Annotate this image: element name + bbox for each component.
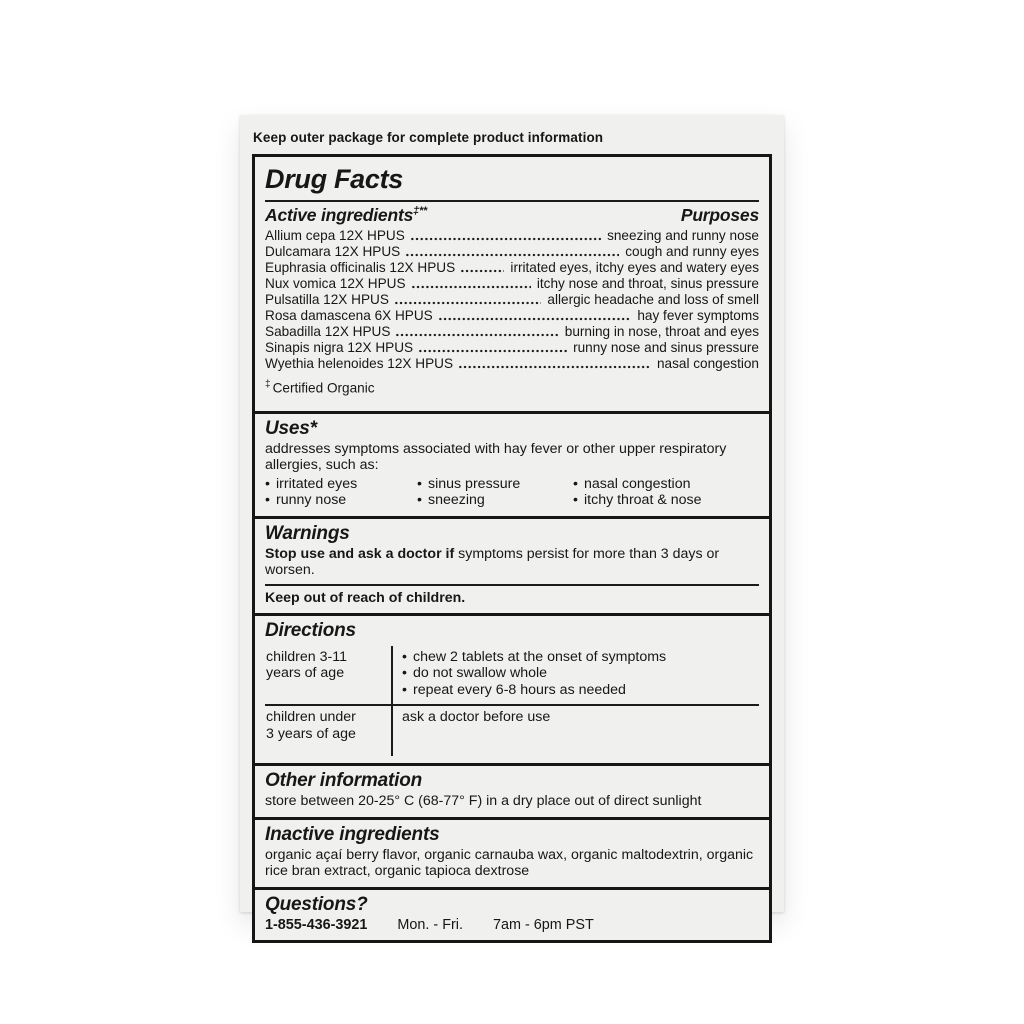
drug-facts-box (252, 154, 772, 943)
warnings-stop-use (265, 546, 759, 579)
ingredient-row (265, 308, 759, 324)
uses-column-2 (417, 476, 573, 509)
ingredient-purpose: cough and runny eyes (625, 244, 759, 259)
title-rule (265, 200, 759, 202)
ingredient-row (265, 356, 759, 372)
section-uses (255, 411, 769, 516)
dotted-leader (458, 365, 651, 369)
other-information-heading: Other information (265, 770, 423, 792)
ingredient-name: Sabadilla 12X HPUS (265, 324, 391, 339)
directions-item: • repeat every 6-8 hours as needed (402, 682, 759, 699)
ingredient-purpose: sneezing and runny nose (607, 228, 759, 243)
warnings-heading: Warnings (265, 522, 350, 544)
uses-item: • runny nose (265, 492, 417, 509)
other-information-text: store between 20-25° C (68-77° F) in a dry place out of direct sunlight (265, 793, 702, 810)
ingredient-name: Dulcamara 12X HPUS (265, 244, 401, 259)
inactive-ingredients-text: organic açaí berry flavor, organic carnauba wax, organic maltodextrin, organic rice bran extract, organic tapioca dextrose (265, 846, 754, 880)
ingredient-name: Sinapis nigra 12X HPUS (265, 340, 414, 355)
ingredient-name: Wyethia helenoides 12X HPUS (265, 356, 454, 371)
package-note: Keep outer package for complete product information (253, 130, 604, 145)
active-ingredients-heading (265, 205, 427, 226)
age-group-cell (265, 706, 391, 756)
ingredient-name: Allium cepa 12X HPUS (265, 228, 405, 243)
directions-item: • chew 2 tablets at the onset of symptoms (402, 649, 759, 666)
section-title (255, 157, 769, 411)
dotted-leader (411, 285, 531, 289)
footnote-symbol: ‡ (265, 379, 271, 390)
dotted-leader (460, 269, 504, 273)
keep-out-of-reach: Keep out of reach of children. (265, 589, 466, 606)
ingredient-name: Pulsatilla 12X HPUS (265, 292, 389, 307)
questions-heading: Questions? (265, 893, 368, 915)
section-warnings (255, 516, 769, 613)
directions-item: • do not swallow whole (402, 665, 759, 682)
active-ingredients-list (265, 228, 759, 372)
ingredient-row (265, 292, 759, 308)
dotted-leader (394, 301, 541, 305)
instructions-cell (391, 646, 759, 705)
warnings-stop-use-bold: Stop use and ask a doctor if (265, 545, 455, 562)
ingredient-purpose: itchy nose and throat, sinus pressure (536, 276, 759, 291)
section-inactive-ingredients (255, 817, 769, 887)
ingredient-purpose: runny nose and sinus pressure (573, 340, 759, 355)
purposes-heading: Purposes (680, 205, 759, 225)
ingredient-row (265, 324, 759, 340)
dotted-leader (395, 333, 558, 337)
ingredient-name: Euphrasia officinalis 12X HPUS (265, 260, 456, 275)
section-other-information (255, 763, 769, 817)
uses-item: • sinus pressure (417, 476, 573, 493)
directions-row-children-3-11 (265, 646, 759, 705)
directions-table (265, 646, 759, 757)
warnings-stop-use-rest: symptoms persist for more than 3 days or worsen. (265, 545, 720, 579)
inactive-ingredients-heading: Inactive ingredients (265, 823, 440, 845)
ingredient-purpose: hay fever symptoms (637, 308, 759, 323)
age-group-text: children under 3 years of age (266, 709, 356, 742)
directions-bullet-list (402, 649, 759, 699)
ingredient-row (265, 228, 759, 244)
dotted-leader (418, 349, 567, 353)
age-group-cell (265, 646, 391, 705)
directions-row-children-under-3 (265, 704, 759, 756)
active-ingredients-header (265, 205, 759, 226)
dotted-leader (410, 237, 601, 241)
uses-column-1 (265, 476, 417, 509)
contact-days: Mon. - Fri. (397, 916, 463, 933)
contact-hours: 7am - 6pm PST (492, 916, 594, 933)
age-group-text: children 3-11 years of age (266, 648, 347, 682)
uses-heading: Uses* (265, 417, 317, 439)
questions-contact-row (265, 917, 759, 933)
drug-facts-title: Drug Facts (265, 164, 404, 194)
directions-heading: Directions (265, 619, 356, 641)
section-directions (255, 613, 769, 764)
active-ingredients-heading-text: Active ingredients (265, 205, 414, 225)
ingredient-purpose: burning in nose, throat and eyes (564, 324, 759, 339)
uses-item: • sneezing (417, 492, 573, 509)
ingredient-name: Nux vomica 12X HPUS (265, 276, 406, 291)
ingredient-name: Rosa damascena 6X HPUS (265, 308, 433, 323)
section-questions (255, 887, 769, 940)
uses-column-3 (573, 476, 759, 509)
dotted-leader (438, 317, 632, 321)
certified-organic-footnote (265, 379, 759, 396)
active-ingredients-heading-superscript: ‡** (413, 205, 427, 218)
ingredient-row (265, 340, 759, 356)
dotted-leader (405, 253, 619, 257)
ingredient-row (265, 260, 759, 276)
phone-number: 1-855-436-3921 (265, 916, 368, 933)
uses-item: • nasal congestion (573, 476, 759, 493)
uses-bullet-columns (265, 476, 759, 509)
ingredient-row (265, 276, 759, 292)
ingredient-purpose: nasal congestion (656, 356, 759, 371)
package-label-panel (240, 115, 784, 933)
footnote-text: Certified Organic (272, 380, 375, 396)
instructions-cell: ask a doctor before use (391, 706, 759, 756)
uses-intro: addresses symptoms associated with hay fever or other upper respiratory allergies, such as: (265, 440, 727, 474)
ingredient-row (265, 244, 759, 260)
ingredient-purpose: allergic headache and loss of smell (547, 292, 759, 307)
uses-item: • irritated eyes (265, 476, 417, 493)
uses-item: • itchy throat & nose (573, 492, 759, 509)
ingredient-purpose: irritated eyes, itchy eyes and watery eyes (510, 260, 759, 275)
